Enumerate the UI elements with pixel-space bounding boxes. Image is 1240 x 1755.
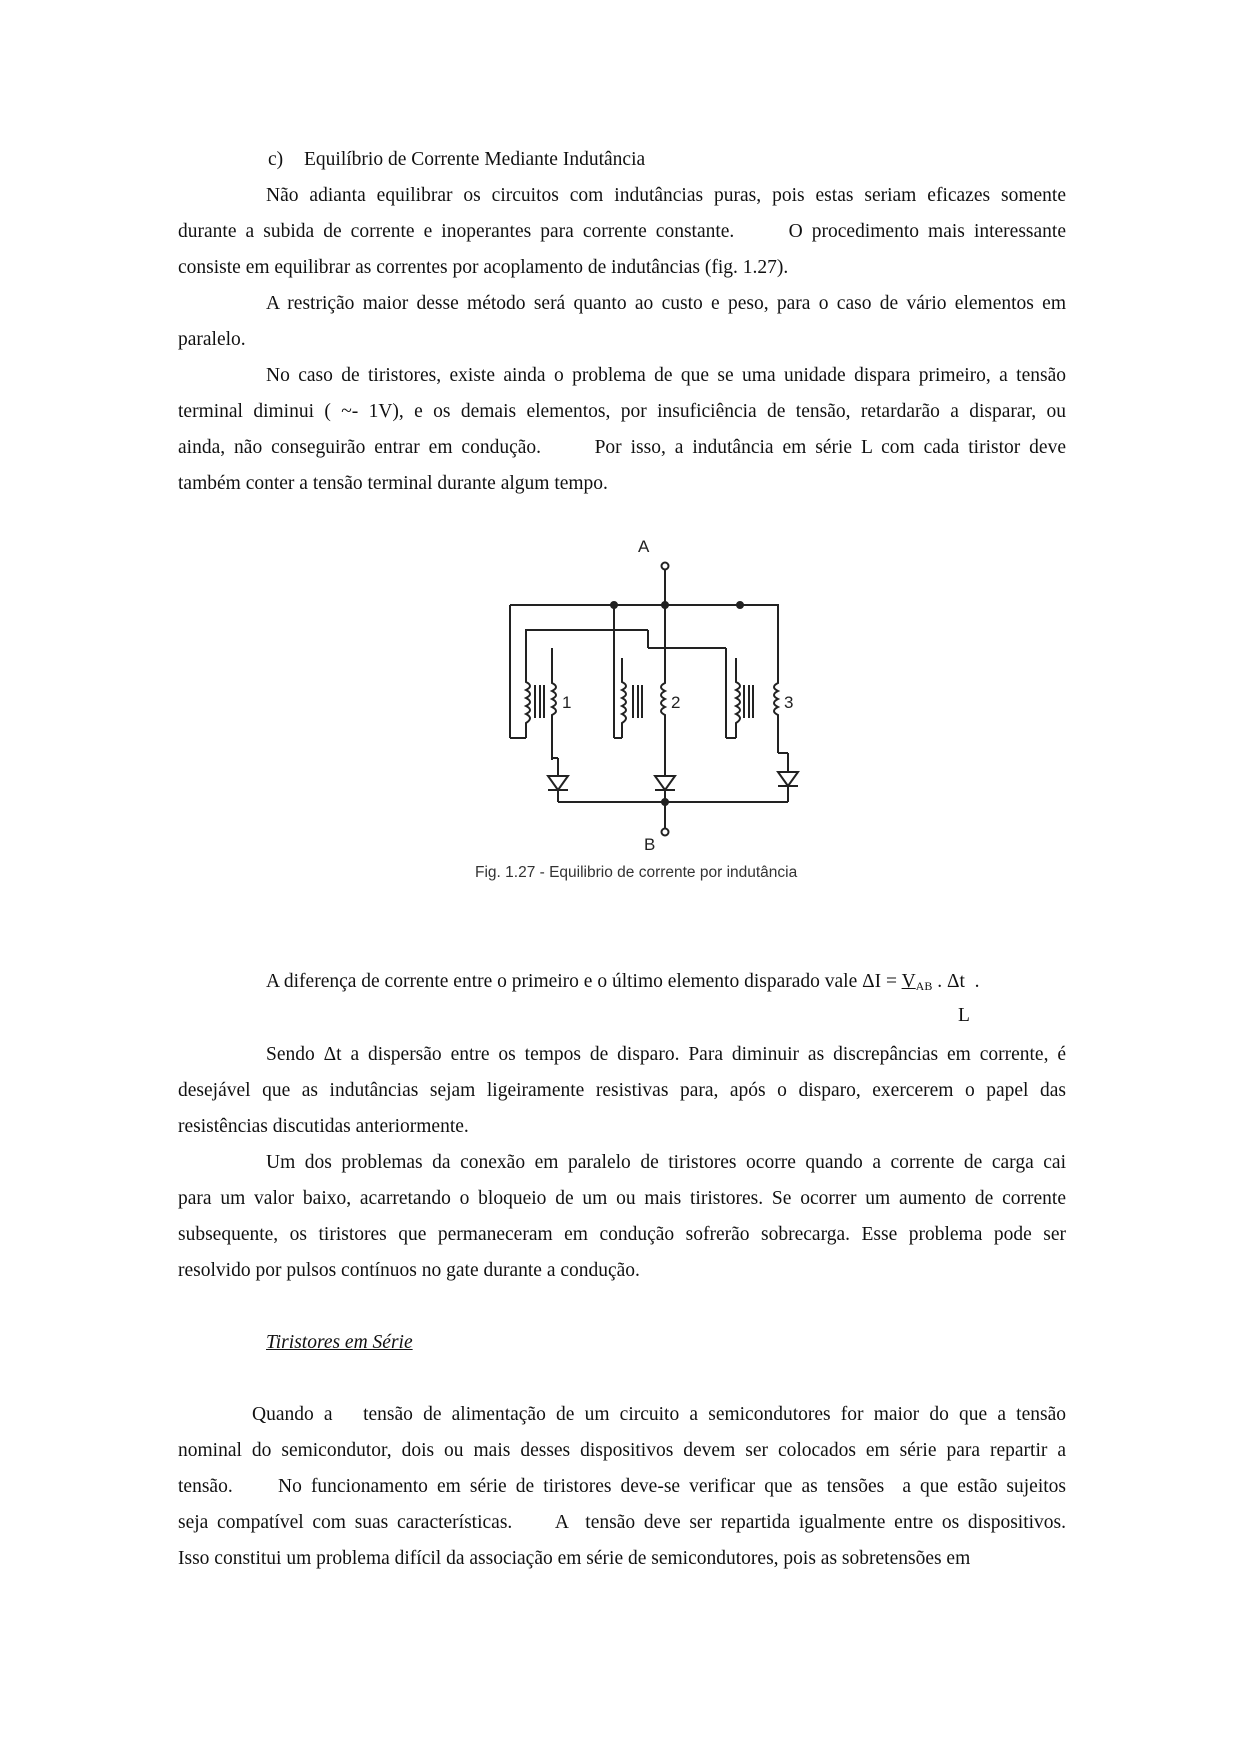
para5-line-3: subsequente, os tiristores que permaneceram em condução sofrerão sobrecarga. Esse problema pode ser — [178, 1224, 1066, 1245]
formula-rest: . Δt . — [932, 971, 980, 992]
para2-line-1: A restrição maior desse método será quanto ao custo e peso, para o caso de vário elementos em — [266, 293, 1066, 314]
section-c-title: Equilíbrio de Corrente Mediante Indutância — [304, 149, 646, 170]
thyristor-1 — [548, 776, 568, 790]
para5-line-4: resolvido por pulsos contínuos no gate durante a condução. — [178, 1260, 640, 1281]
formula-denominator: L — [958, 1005, 970, 1026]
para1-line-1: Não adianta equilibrar os circuitos com indutâncias puras, pois estas seriam eficazes somente — [266, 185, 1066, 206]
para2-line-2: paralelo. — [178, 329, 246, 350]
circuit-diagram — [478, 528, 858, 868]
para3-line-3: ainda, não conseguirão entrar em condução. Por isso, a indutância em série L com cada tiristor deve — [178, 437, 1066, 458]
para5-line-1: Um dos problemas da conexão em paralelo de tiristores ocorre quando a corrente de carga cai — [266, 1152, 1066, 1173]
para4-line-3: resistências discutidas anteriormente. — [178, 1116, 469, 1137]
element-2-label: 2 — [671, 693, 681, 712]
para6-line-4: seja compatível com suas características. A tensão deve ser repartida igualmente entre os dispositivos. — [178, 1512, 1066, 1533]
para6-line-5: Isso constitui um problema difícil da associação em série de semicondutores, pois as sobretensões em — [178, 1548, 971, 1569]
terminal-a — [662, 563, 669, 570]
formula-num-sub: AB — [915, 979, 933, 993]
para4-line-2: desejável que as indutâncias sejam ligeiramente resistivas para, após o disparo, exercerem o papel das — [178, 1080, 1066, 1101]
thyristor-2 — [655, 776, 675, 790]
thyristor-3 — [778, 772, 798, 786]
para6-line-2: nominal do semicondutor, dois ou mais desses dispositivos devem ser colocados em série para repartir a — [178, 1440, 1066, 1461]
para3-line-4: também conter a tensão terminal durante algum tempo. — [178, 473, 608, 494]
para1-line-2: durante a subida de corrente e inoperantes para corrente constante. O procedimento mais interessante — [178, 221, 1066, 242]
section-serie-heading: Tiristores em Série — [266, 1332, 413, 1353]
element-3-label: 3 — [784, 693, 794, 712]
terminal-b — [662, 829, 669, 836]
node-b-label: B — [644, 835, 656, 854]
para6-line-1: Quando a tensão de alimentação de um circuito a semicondutores for maior do que a tensão — [252, 1404, 1066, 1425]
element-1-label: 1 — [562, 693, 572, 712]
formula-num-main: V — [901, 971, 916, 992]
para6-line-3: tensão. No funcionamento em série de tiristores deve-se verificar que as tensões a que estão sujeitos — [178, 1476, 1066, 1497]
para3-line-2: terminal diminui ( ~- 1V), e os demais elementos, por insuficiência de tensão, retardarão a disparar, ou — [178, 401, 1066, 422]
formula-prefix: A diferença de corrente entre o primeiro e o último elemento disparado vale — [266, 971, 863, 992]
para1-line-3: consiste em equilibrar as correntes por acoplamento de indutâncias (fig. 1.27). — [178, 257, 789, 278]
formula-lhs: ΔI = — [862, 971, 902, 992]
figure-caption: Fig. 1.27 - Equilibrio de corrente por indutância — [475, 864, 798, 881]
circuit-figure — [478, 528, 858, 898]
para4-line-1: Sendo Δt a dispersão entre os tempos de disparo. Para diminuir as discrepâncias em corrente, é — [266, 1044, 1066, 1065]
formula-numerator — [902, 971, 933, 992]
para5-line-2: para um valor baixo, acarretando o bloqueio de um ou mais tiristores. Se ocorrer um aumento de corrente — [178, 1188, 1066, 1209]
formula-line — [266, 970, 980, 998]
node-a-label: A — [638, 537, 650, 556]
section-c-marker: c) — [268, 149, 284, 170]
para3-line-1: No caso de tiristores, existe ainda o problema de que se uma unidade dispara primeiro, a tensão — [266, 365, 1066, 386]
